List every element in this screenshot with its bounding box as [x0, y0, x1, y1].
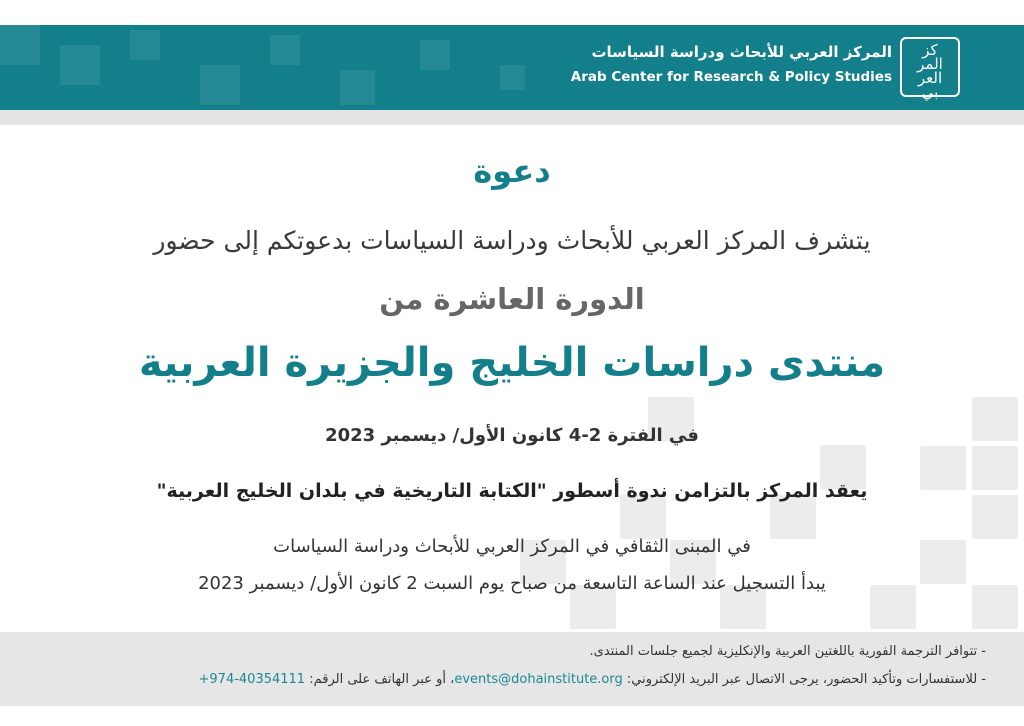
email-link[interactable]: events@dohainstitute.org — [454, 672, 623, 687]
forum-name: منتدى دراسات الخليج والجزيرة العربية — [138, 340, 886, 386]
edition-text: الدورة العاشرة من — [379, 282, 645, 316]
registration-text: يبدأ التسجيل عند الساعة التاسعة من صباح يوم السبت 2 كانون الأول/ ديسمبر 2023 — [198, 573, 826, 594]
contact-prefix: - للاستفسارات وتأكيد الحضور، يرجى الاتصال عبر البريد الإلكتروني: — [622, 672, 986, 687]
acrps-logo: كز المر العر بي — [900, 37, 960, 97]
org-name-ar: المركز العربي للأبحاث ودراسة السياسات — [591, 43, 892, 61]
translation-note: - تتوافر الترجمة الفورية باللغتين العربية والإنكليزية لجميع جلسات المنتدى. — [589, 644, 986, 659]
contact-note — [199, 672, 986, 687]
venue-text: في المبنى الثقافي في المركز العربي للأبحاث ودراسة السياسات — [273, 536, 751, 557]
symposium-text: يعقد المركز بالتزامن ندوة أسطور "الكتابة التاريخية في بلدان الخليج العربية" — [156, 480, 868, 502]
header-divider — [0, 110, 1024, 125]
footer-notes — [0, 632, 1024, 706]
header-banner — [0, 25, 1024, 110]
org-name-en: Arab Center for Research & Policy Studies — [570, 69, 892, 85]
forum-dates: في الفترة 2-4 كانون الأول/ ديسمبر 2023 — [325, 425, 699, 446]
phone-link[interactable]: +974-40354111 — [198, 672, 306, 687]
contact-middle: ، أو عبر الهاتف على الرقم: — [305, 672, 455, 687]
invitation-title: دعوة — [473, 152, 551, 190]
invitation-intro: يتشرف المركز العربي للأبحاث ودراسة السياسات بدعوتكم إلى حضور — [153, 226, 871, 255]
